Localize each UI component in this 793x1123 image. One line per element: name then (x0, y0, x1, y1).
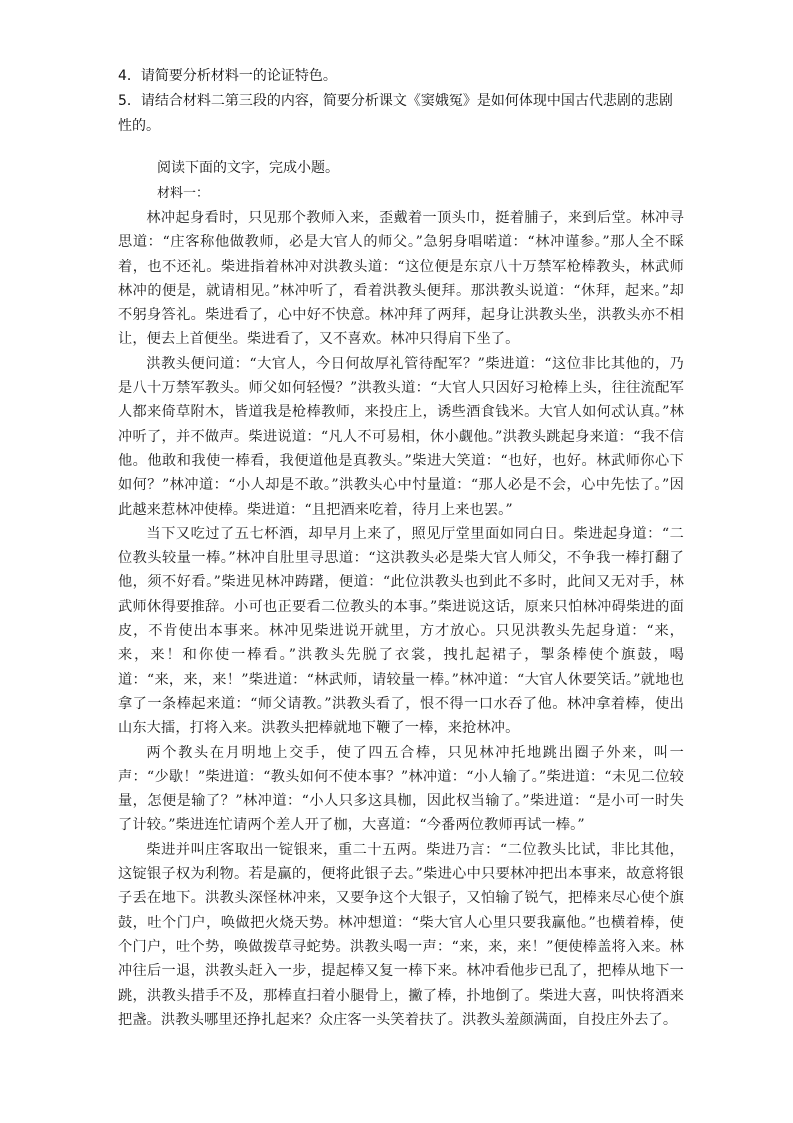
paragraph-1: 林冲起身看时，只见那个教师入来，歪戴着一顶头巾，挺着脯子，来到后堂。林冲寻思道：“庄客称他做教师，必是大官人的师父。”急躬身唱喏道：“林冲谨参。”那人全不睬着，也不还礼。柴进指着林冲对洪教头道：“这位便是东京八十万禁军枪棒教头，林武师林冲的便是，就请相见。”林冲听了，看着洪教头便拜。那洪教头说道：“休拜，起来。”却不躬身答礼。柴进看了，心中好不快意。林冲拜了两拜，起身让洪教头坐，洪教头亦不相让，便去上首便坐。柴进看了，又不喜欢。林冲只得肩下坐了。 (118, 210, 684, 348)
paragraph-5: 柴进并叫庄客取出一锭银来，重二十五两。柴进乃言：“二位教头比试，非比其他，这锭银子权为利物。若是赢的，便将此银子去。”柴进心中只要林冲把出本事来，故意将银子丢在地下。洪教头深怪林冲来，又要争这个大银子，又怕输了锐气，把棒来尽心使个旗鼓，吐个门户，唤做把火烧天势。林冲想道：“柴大官人心里只要我赢他。”也横着棒，使个门户，吐个势，唤做拨草寻蛇势。洪教头喝一声：“来，来，来！”便使棒盖将入来。林冲往后一退，洪教头赶入一步，提起棒又复一棒下来。林冲看他步已乱了，把棒从地下一跳，洪教头措手不及，那棒直扫着小腿骨上，撇了棒，扑地倒了。柴进大喜，叫快将酒来把盏。洪教头哪里还挣扎起来？众庄客一头笑着扶了。洪教头羞颜满面，自投庄外去了。 (118, 841, 684, 1028)
reading-instruction: 阅读下面的文字，完成小题。 (157, 160, 339, 176)
paragraph-2: 洪教头便问道：“大官人，今日何故厚礼管待配军？”柴进道：“这位非比其他的，乃是八十万禁军教头。师父如何轻慢？”洪教头道：“大官人只因好习枪棒上头，往往流配军人都来倚草附木，皆道我是枪棒教师，来投庄上，诱些酒食钱米。大官人如何忒认真。”林冲听了，并不做声。柴进说道：“凡人不可易相，休小觑他。”洪教头跳起身来道：“我不信他。他敢和我使一棒看，我便道他是真教头。”柴进大笑道：“也好，也好。林武师你心下如何？”林冲道：“小人却是不敢。”洪教头心中忖量道：“那人必是不会，心中先怯了。”因此越来惹林冲使棒。柴进道：“且把酒来吃着，待月上来也罢。” (118, 355, 684, 518)
question-5: 5．请结合材料二第三段的内容，简要分析课文《窦娥冤》是如何体现中国古代悲剧的悲剧性的。 (118, 93, 673, 134)
paragraph-4: 两个教头在月明地上交手，使了四五合棒，只见林冲托地跳出圈子外来，叫一声：“少歇！”柴进道：“教头如何不使本事？”林冲道：“小人输了。”柴进道：“未见二位较量，怎便是输了？”林冲道：“小人只多这具枷，因此权当输了。”柴进道：“是小可一时失了计较。”柴进连忙请两个差人开了枷，大喜道：“今番两位教师再试一棒。” (118, 744, 684, 834)
material-label: 材料一： (157, 186, 210, 201)
material-body (118, 206, 684, 1032)
question-4: 4．请简要分析材料一的论证特色。 (118, 68, 337, 84)
paragraph-3: 当下又吃过了五七杯酒，却早月上来了，照见厅堂里面如同白日。柴进起身道：“二位教头较量一棒。”林冲自肚里寻思道：“这洪教头必是柴大官人师父，不争我一棒打翻了他，须不好看。”柴进见林冲踌躇，便道：“此位洪教头也到此不多时，此间又无对手，林武师休得要推辞。小可也正要看二位教头的本事。”柴进说这话，原来只怕林冲碍柴进的面皮，不肯使出本事来。林冲见柴进说开就里，方才放心。只见洪教头先起身道：“来，来，来！和你使一棒看。”洪教头先脱了衣裳，拽扎起裙子，掣条棒使个旗鼓，喝道：“来，来，来！”柴进道：“林武师，请较量一棒。”林冲道：“大官人休要笑话。”就地也拿了一条棒起来道：“师父请教。”洪教头看了，恨不得一口水吞了他。林冲拿着棒，使出山东大擂，打将入来。洪教头把棒就地下鞭了一棒，来抢林冲。 (118, 525, 684, 737)
